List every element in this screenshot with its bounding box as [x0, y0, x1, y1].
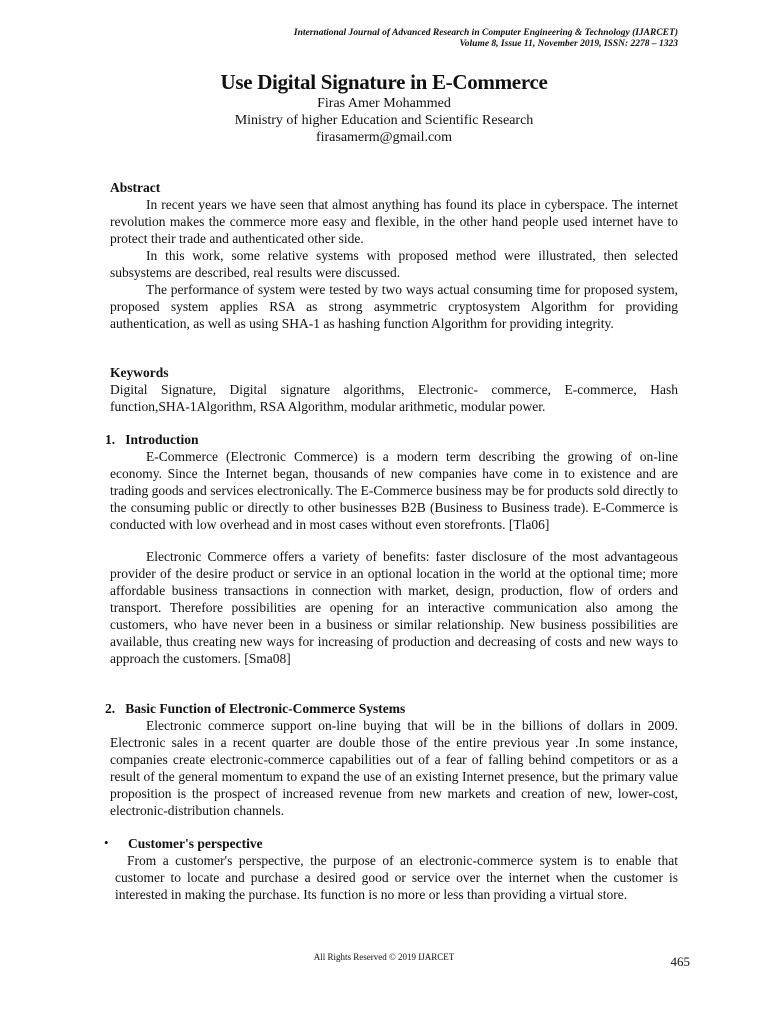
author-email: firasamerm@gmail.com	[315, 130, 453, 145]
bullet-icon: •	[104, 835, 109, 850]
section-1-heading: 1. Introduction	[105, 432, 199, 447]
section-2-heading: 2. Basic Function of Electronic-Commerce Systems	[105, 701, 406, 716]
footer-rights: All Rights Reserved © 2019 IJARCET	[313, 952, 455, 962]
journal-issue: Volume 8, Issue 11, November 2019, ISSN: 2278 – 1323	[459, 39, 678, 49]
keywords-text: Digital Signature, Digital signature algorithms, Electronic- commerce, E-commerce, Hash function,SHA-1Algorithm, RSA Algorithm, modular arithmetic, modular power.	[110, 382, 678, 414]
abstract-paragraph-3: The performance of system were tested by two ways actual consuming time for proposed system, proposed system applies RSA as strong asymmetric cryptosystem Algorithm for providing authentication, as well as using SHA-1 as hashing function Algorithm for providing integrity.	[110, 282, 678, 331]
page-number: 465	[670, 954, 690, 969]
keywords-heading: Keywords	[110, 365, 169, 380]
author-name: Firas Amer Mohammed	[317, 96, 451, 111]
section-1-paragraph-2: Electronic Commerce offers a variety of benefits: faster disclosure of the most advantageous provider of the desire product or service in an optional location in the world at the optional time; more affordable business transactions in connection with market, design, production, flow of orders and transport. Therefore possibilities are opening for an interactive communication also among the customers, who have never been in a business or similar relationship. New business possibilities are available, thus creating new ways for increasing of production and decreasing of costs and new ways to approach the customers. [Sma08]	[110, 549, 678, 666]
section-2-paragraph-1: Electronic commerce support on-line buying that will be in the billions of dollars in 2009. Electronic sales in a recent quarter are double those of the entire previous year .In some instance, companies create electronic-commerce capabilities out of a fear of falling behind competitors or as a result of the general momentum to expand the use of an existing Internet presence, but the primary value proposition is the prospect of increased revenue from new markets and creation of new, lower-cost, electronic-distribution channels.	[110, 718, 678, 818]
section-1-paragraph-1: E-Commerce (Electronic Commerce) is a modern term describing the growing of on-line economy. Since the Internet began, thousands of new companies have come in to existence and are trading goods and services electronically. The E-Commerce business may be for products sold directly to the consuming public or directly to other businesses B2B (Business to Business trade). E-Commerce is conducted with low overhead and in most cases without even storefronts. [Tla06]	[110, 449, 678, 532]
abstract-paragraph-1: In recent years we have seen that almost anything has found its place in cyberspace. The internet revolution makes the commerce more easy and flexible, in the other hand people used internet have to protect their trade and authenticated other side.	[110, 197, 678, 246]
abstract-heading: Abstract	[110, 180, 161, 195]
abstract-paragraph-2: In this work, some relative systems with proposed method were illustrated, then selected subsystems are described, real results were discussed.	[110, 248, 678, 280]
paper-title: Use Digital Signature in E-Commerce	[220, 70, 548, 94]
customer-perspective-heading: Customer's perspective	[128, 836, 263, 851]
customer-perspective-paragraph: From a customer's perspective, the purpose of an electronic-commerce system is to enable that customer to locate and purchase a desired good or service over the internet when the customer is interested in making the purchase. Its function is no more or less than providing a virtual store.	[115, 853, 678, 902]
author-affiliation: Ministry of higher Education and Scientific Research	[234, 113, 534, 128]
journal-name: International Journal of Advanced Research in Computer Engineering & Technology (IJARCET)	[293, 28, 678, 38]
